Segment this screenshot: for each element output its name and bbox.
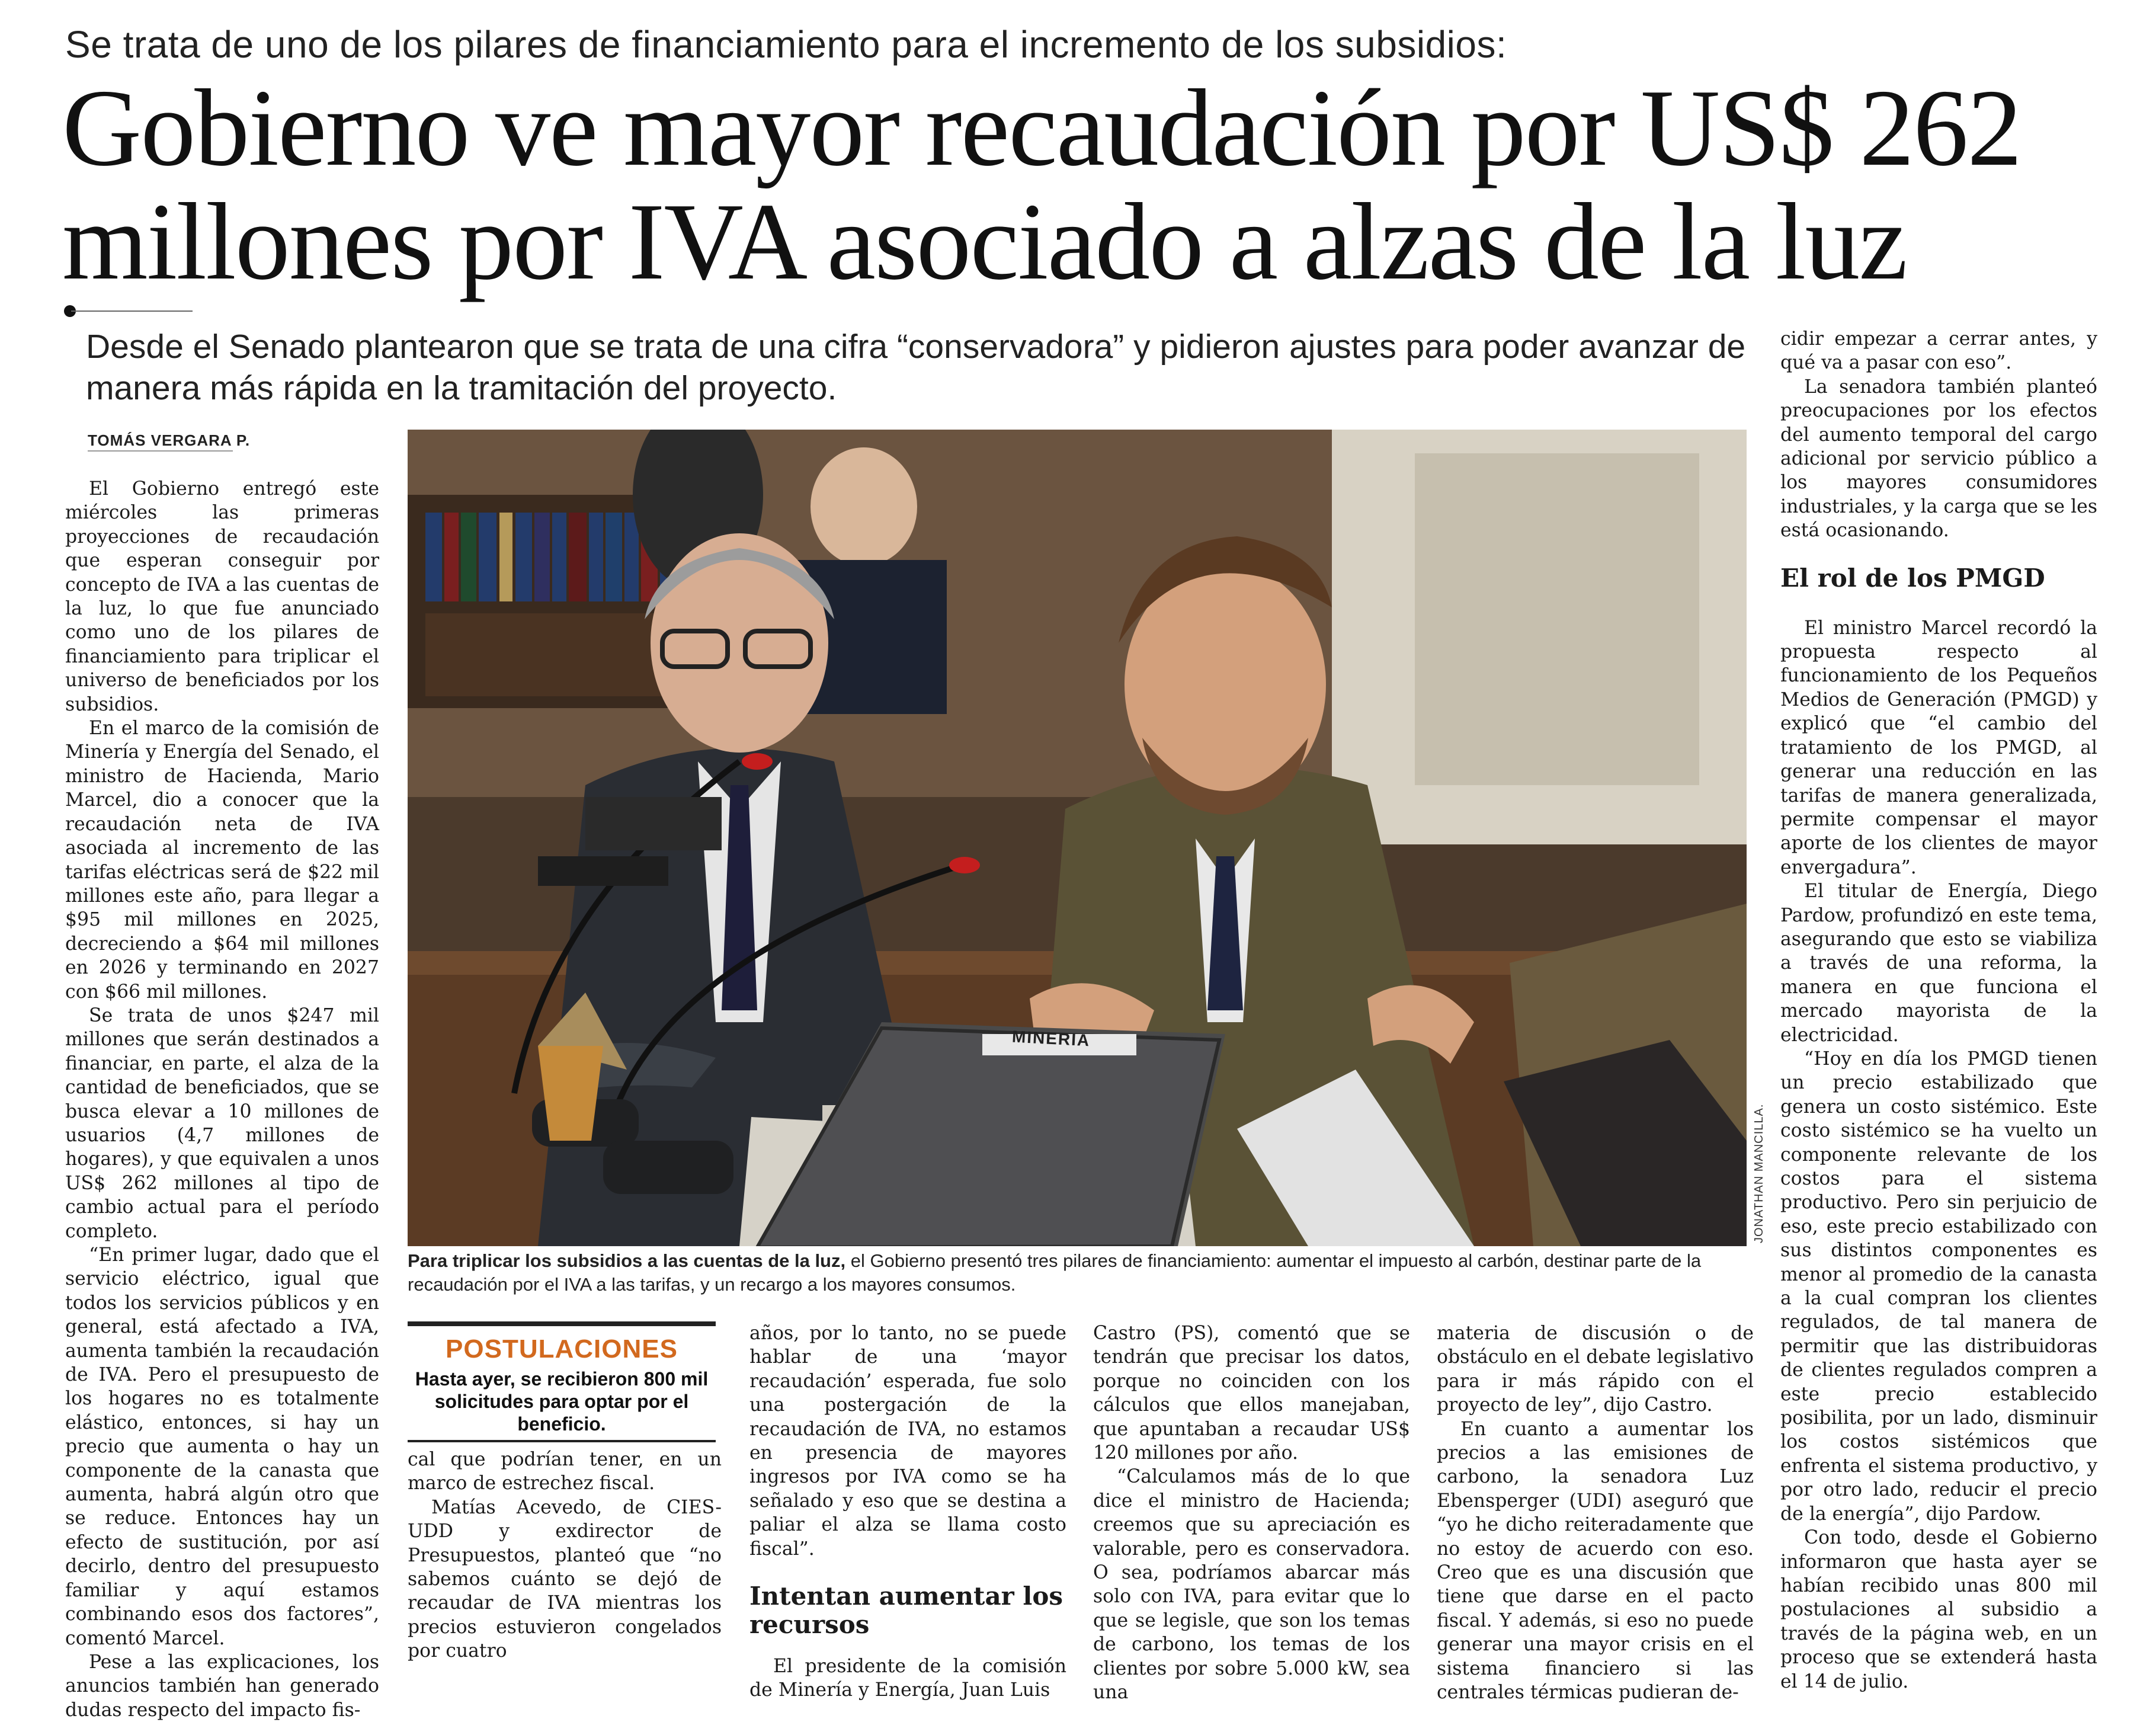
byline: TOMÁS VERGARA P. <box>88 431 251 449</box>
column-1 <box>65 477 379 1722</box>
paragraph: “Hoy en día los PMGD tienen un precio estabilizado que genera un costo sistémico. Este costo sistémico se ha vuelto un componente relevante de los costos para el sistema productivo. Pero sin perjuicio de eso, este precio estabilizado con sus distintos componentes es menor al promedio de la canasta a la cual compran los clientes regulados, de tal manera de permitir que las distribuidoras de clientes regulados compren a este precio establecido posibilita, por un lado, disminuir los costos sistémicos que enfrenta el sistema productivo, y por otro lado, reducir el precio de la energía”, dijo Pardow. <box>1780 1048 2097 1525</box>
photo-illustration <box>408 430 1747 1246</box>
box-bottom-rule <box>408 1440 716 1442</box>
subhead-pmgd: El rol de los PMGD <box>1780 563 2045 593</box>
paragraph: El ministro Marcel recordó la propuesta respecto al funcionamiento de los Pequeños Medios de Generación (PMGD) y explicó que “el cambio del tratamiento de los PMGD, al generar una reducción en las tarifas de manera generalizada, permite compensar el mayor aporte de los clientes de mayor envergadura”. <box>1780 617 2097 878</box>
headline: Gobierno ve mayor recaudación por US$ 262 millones por IVA asociado a alzas de la luz <box>62 67 2022 303</box>
column-4 <box>1093 1321 1410 1705</box>
paragraph: Pese a las explicaciones, los anuncios también han generado dudas respecto del impacto fis- <box>65 1651 379 1721</box>
caption-text: el Gobierno presentó tres pilares de financiamiento: aumentar el impuesto al carbón, destinar parte de la recaudación por el IVA a las tarifas, y un recargo a los mayores consumos. <box>408 1250 1702 1295</box>
paragraph: Con todo, desde el Gobierno informaron que hasta ayer se habían recibido unas 800 mil postulaciones al subsidio a través de la página web, en un proceso que se extenderá hasta el 14 de julio. <box>1780 1527 2097 1692</box>
paragraph: En cuanto a aumentar los precios a las emisiones de carbono, la senadora Luz Ebensperger (UDI) aseguró que “yo he dicho reiteradamente que no estoy de acuerdo con eso. Creo que es una discusión que tiene que darse en el pacto fiscal. Y además, si eso no puede generar una mayor crisis en el sistema financiero si las centrales térmicas pudieran de- <box>1437 1418 1754 1704</box>
kicker: Se trata de uno de los pilares de financiamiento para el incremento de los subsidios: <box>65 23 1507 66</box>
column-5 <box>1437 1321 1754 1705</box>
paragraph: cidir empezar a cerrar antes, y qué va a pasar con eso”. <box>1780 328 2097 374</box>
paragraph: Castro (PS), comentó que se tendrán que precisar los datos, porque no coinciden con los cálculos que ellos manejaban, que apuntaban a recaudar US$ 120 millones por año. <box>1093 1323 1410 1464</box>
headline-rule <box>71 311 193 312</box>
paragraph: La senadora también planteó preocupaciones por los efectos del aumento temporal del cargo adicional por servicio público a los mayores consumidores industriales, y la carga que se les está ocasionando. <box>1780 376 2097 542</box>
box-top-rule <box>408 1321 716 1326</box>
paragraph: materia de discusión o de obstáculo en el debate legislativo para ir más rápido con el proyecto de ley”, dijo Castro. <box>1437 1323 1754 1416</box>
box-title: POSTULACIONES <box>446 1334 678 1363</box>
byline-rule <box>88 450 233 452</box>
paragraph: años, por lo tanto, no se puede hablar de una ‘mayor recaudación’ esperada, fue solo una postergación de la recaudación de IVA, no estamos en presencia de mayores ingresos por IVA como se ha señalado y eso que se destina a paliar el alza se llama costo fiscal”. <box>749 1323 1066 1560</box>
postulaciones-box <box>408 1321 716 1434</box>
laptop-label: MINERIA <box>1011 1027 1091 1050</box>
paragraph: En el marco de la comisión de Minería y Energía del Senado, el ministro de Hacienda, Mario Marcel, dio a conocer que la recaudación neta de IVA asociada al incremento de las tarifas eléctricas será de $22 mil millones este año, para llegar a $95 mil millones en 2025, decreciendo a $64 mil millones en 2026 y terminando en 2027 con $66 mil millones. <box>65 718 379 1003</box>
paragraph: El Gobierno entregó este miércoles las primeras proyecciones de recaudación que esperan conseguir por concepto de IVA a las cuentas de la luz, lo que fue anunciado como uno de los pilares de financiamiento para triplicar el universo de beneficiados por los subsidios. <box>65 478 379 715</box>
photo-credit <box>1749 1103 1773 1244</box>
column-6 <box>1780 327 2097 1694</box>
subhead-recursos: Intentan aumentar los recursos <box>749 1582 1063 1640</box>
deck: Desde el Senado plantearon que se trata de una cifra “conservadora” y pidieron ajustes para poder avanzar de manera más rápida en la tramitación del proyecto. <box>86 328 1746 407</box>
paragraph: El titular de Energía, Diego Pardow, profundizó en este tema, asegurando que esto se viabiliza a través de una reforma, la manera en que funciona el mercado mayorista de la electricidad. <box>1780 881 2097 1046</box>
caption-lead: Para triplicar los subsidios a las cuentas de la luz, <box>408 1250 846 1271</box>
paragraph: “Calculamos más de lo que dice el ministro de Hacienda; creemos que su apreciación es valorable, pero es conservadora. O sea, podríamos abarcar más solo con IVA, para evitar que lo que se legisle, que son los temas de carbono, los temas de los clientes por sobre 5.000 kW, sea una <box>1093 1466 1410 1704</box>
news-photo <box>408 430 1747 1246</box>
paragraph: “En primer lugar, dado que el servicio eléctrico, igual que todos los servicios públicos y en general, está afectado a IVA, aumenta también la recaudación de IVA. Pero el presupuesto de los hogares no es totalmente elástico, entonces, si hay un precio que aumenta o hay un componente de la canasta que aumenta, habrá algún otro que se reduce. Entonces hay un efecto de sustitución, por así decirlo, dentro del presupuesto familiar y aquí estamos combinando esos dos factores”, comentó Marcel. <box>65 1244 379 1649</box>
column-2 <box>408 1448 722 1663</box>
paragraph: Se trata de unos $247 mil millones que serán destinados a financiar, en parte, el alza de la cantidad de beneficiados, que se busca elevar a 10 millones de usuarios (4,7 millones de hogares), y que equivalen a unos US$ 262 millones al tipo de cambio actual para el período completo. <box>65 1004 379 1242</box>
paragraph: El presidente de la comisión de Minería y Energía, Juan Luis <box>749 1656 1066 1701</box>
photo-credit-text: JONATHAN MANCILLA. <box>1753 1103 1766 1243</box>
photo-caption <box>408 1249 1747 1297</box>
box-text: Hasta ayer, se recibieron 800 mil solicitudes para optar por el beneficio. <box>415 1368 709 1435</box>
paragraph: cal que podrían tener, en un marco de estrechez fiscal. <box>408 1449 722 1494</box>
column-3 <box>749 1321 1066 1702</box>
paragraph: Matías Acevedo, de CIES-UDD y exdirector de Presupuestos, planteó que “no sabemos cuánto se dejó de recaudar de IVA mientras los precios estuvieron congelados por cuatro <box>408 1496 722 1662</box>
